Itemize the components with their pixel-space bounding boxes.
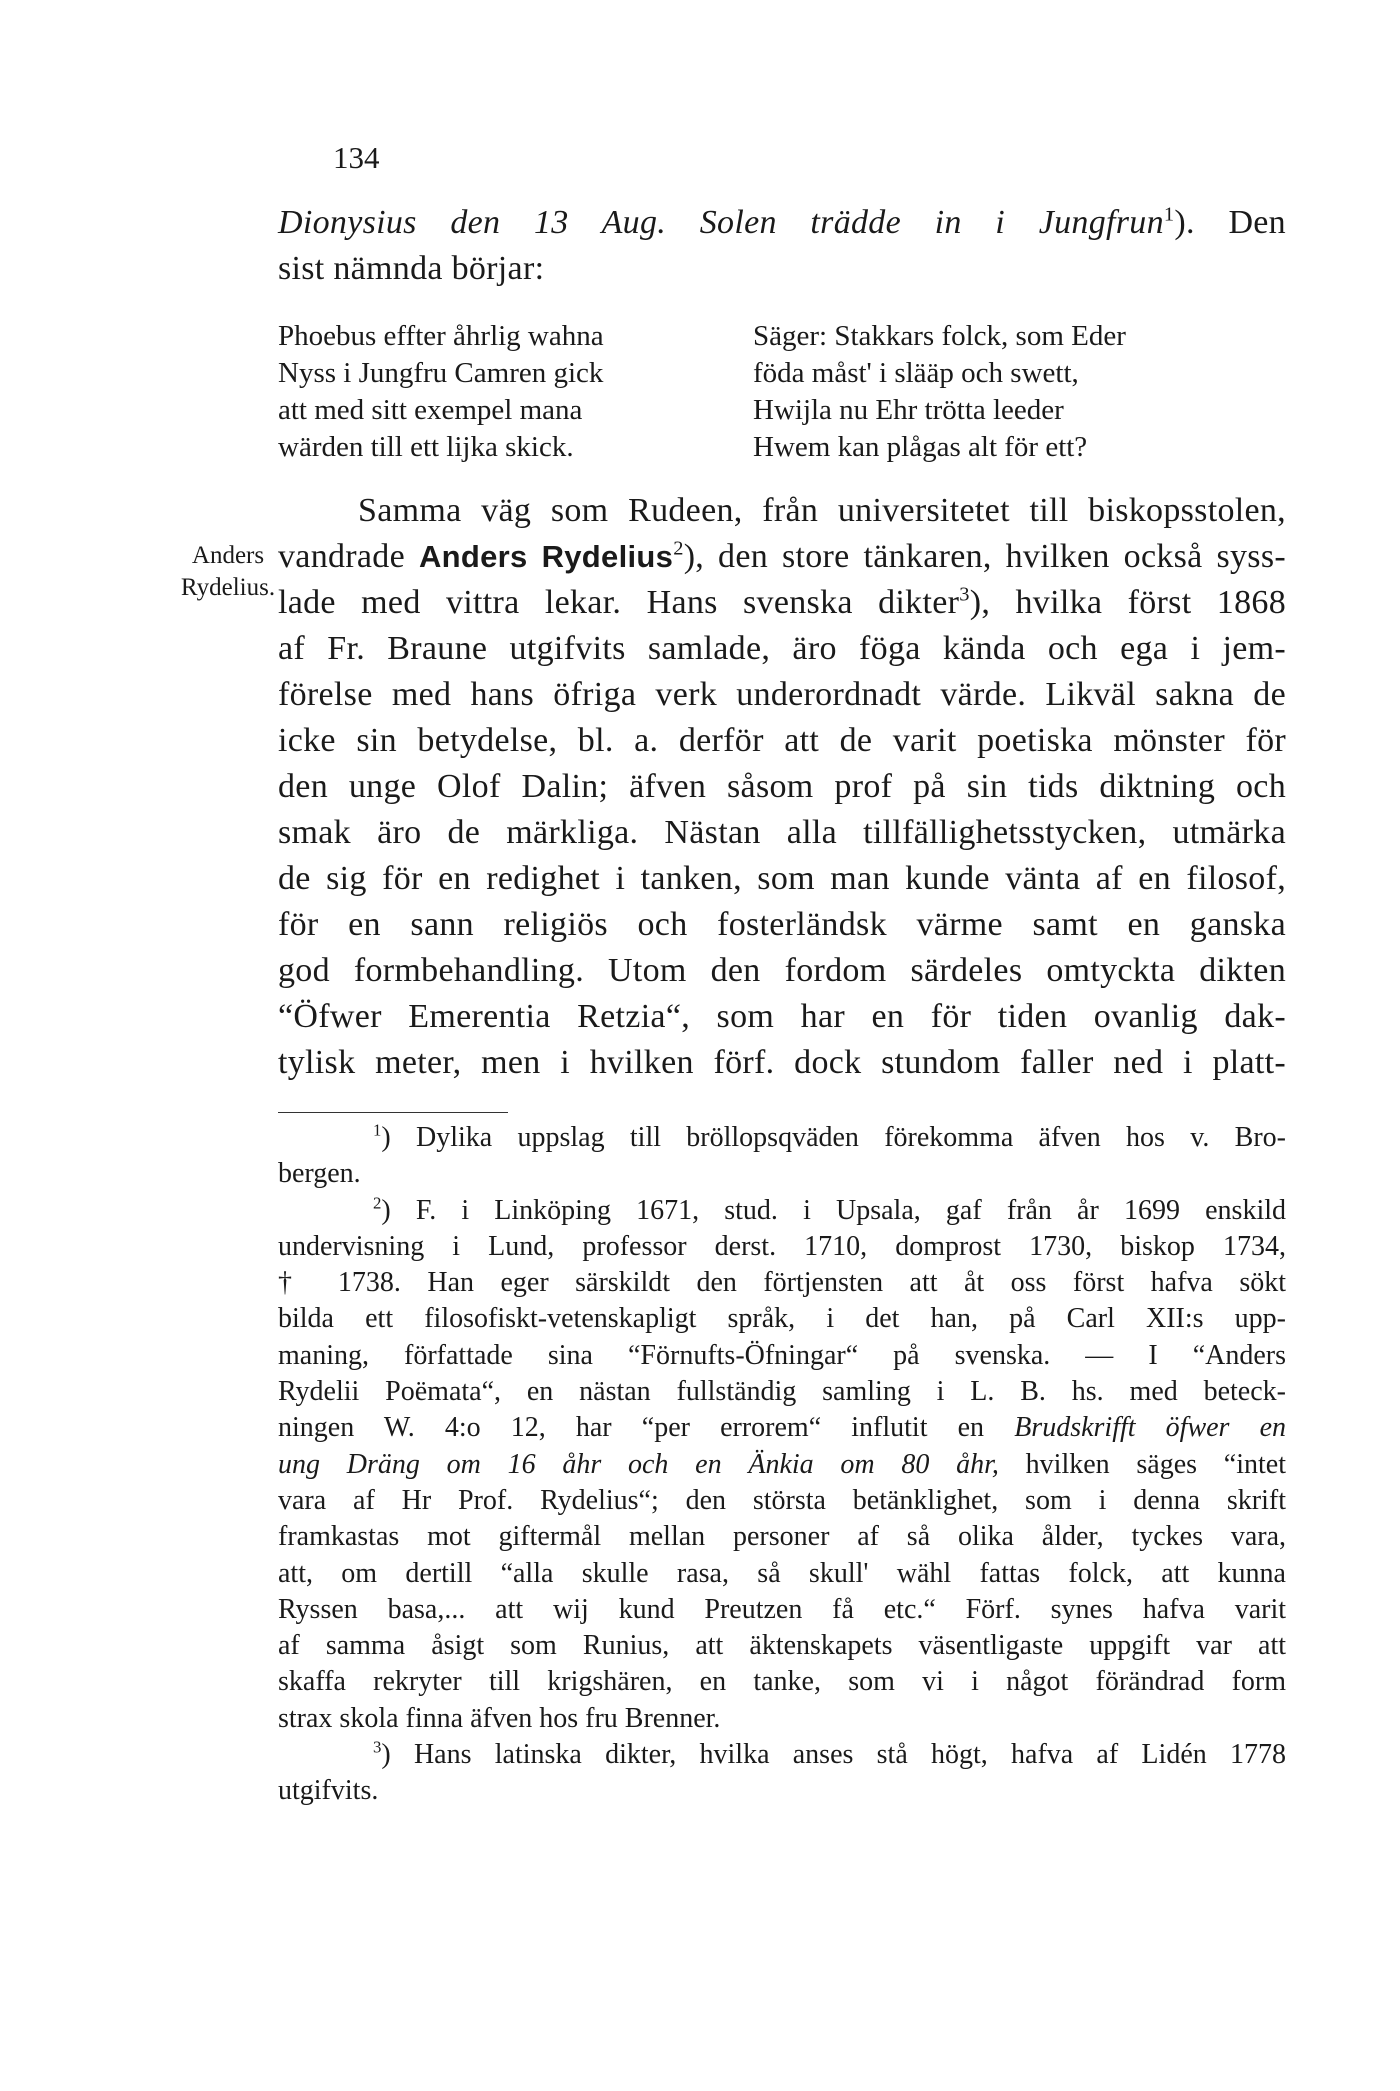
footnote-text: ) Dylika uppslag till bröllopsqväden förekomma äfven hos v. Bro- [381,1122,1286,1153]
poem-line: Nyss i Jungfru Camren gick [278,357,604,389]
paragraph-line: tylisk meter, men i hvilken förf. dock stundom faller ned i platt- [278,1044,1286,1081]
footnote-2 [278,1193,1286,1229]
footnote-line: vara af Hr Prof. Rydelius“; den största betänklighet, som i denna skrift [278,1484,1286,1516]
footnote-title-italic: ung Dräng om 16 åhr och en Änkia om 80 åhr, [278,1448,999,1480]
paragraph-line: af Fr. Braune utgifvits samlade, äro föga kända och ega i jem- [278,630,1286,667]
intro-line-end: ). Den [1174,204,1286,241]
footnote-marker: 3 [373,1737,382,1757]
intro-line [278,200,1286,246]
paragraph-line [278,534,1286,580]
footnote-line [278,1410,1286,1446]
footnote-ref: 1 [1163,203,1175,226]
poem-column-right [753,318,1126,466]
intro-text [278,200,1286,292]
poem-line: att med sitt exempel mana [278,394,583,426]
footnote-line: strax skola finna äfven hos fru Brenner. [278,1702,721,1734]
footnote-ref: 2 [673,537,684,560]
paragraph-line: för en sann religiös och fosterländsk värme samt en ganska [278,906,1286,943]
footnote-text: ) Hans latinska dikter, hvilka anses stå högt, hafva af Lidén 1778 [381,1739,1286,1771]
footnote-divider [278,1112,508,1113]
paragraph-line: god formbehandling. Utom den fordom särdeles omtyckta dikten [278,952,1286,989]
footnote-line: bergen. [278,1158,361,1190]
footnote-line: att, om dertill “alla skulle rasa, så skull' wähl fattas folck, att kunna [278,1557,1286,1589]
margin-note-line: Anders [191,542,265,569]
intro-date: Dionysius den 13 Aug. [278,204,667,241]
poem-column-left [278,318,604,466]
paragraph-text: ), hvilka först 1868 [969,584,1286,621]
margin-note-line: Rydelius. [180,574,276,601]
footnote-line [278,1447,1286,1483]
paragraph-line: Samma väg som Rudeen, från universitetet till biskopsstolen, [358,492,1286,529]
body-paragraph [278,488,1286,1086]
footnote-ref: 3 [959,583,970,606]
page-number: 134 [333,140,380,175]
footnote-line: bilda ett filosofiskt-vetenskapligt språk, i det han, på Carl XII:s upp- [278,1303,1286,1335]
paragraph-line: den unge Olof Dalin; äfven såsom prof på sin tids diktning och [278,768,1286,805]
margin-note [178,540,278,604]
paragraph-text: ), den store tänkaren, hvilken också syss- [683,538,1286,575]
paragraph-line [278,580,1286,626]
footnote-line: af samma åsigt som Runius, att äktenskapets väsentligaste uppgift var att [278,1630,1286,1662]
footnote-text: ) F. i Linköping 1671, stud. i Upsala, gaf från år 1699 enskild [381,1194,1286,1226]
poem-line: Phoebus effter åhrlig wahna [278,320,604,352]
footnote-3 [278,1737,1286,1773]
name-highlight: Anders Rydelius [418,539,674,574]
poem-line: Hwijla nu Ehr trötta leeder [753,394,1064,426]
footnote-line: undervisning i Lund, professor derst. 1710, domprost 1730, biskop 1734, [278,1230,1286,1262]
paragraph-line: de sig för en redighet i tanken, som man kunde vänta af en filosof, [278,860,1286,897]
footnote-line: skaffa rekryter till krigshären, en tanke, som vi i något förändrad form [278,1666,1286,1698]
paragraph-line: icke sin betydelse, bl. a. derför att de varit poetiska mönster för [278,722,1286,759]
paragraph-line: smak äro de märkliga. Nästan alla tillfällighetsstycken, utmärka [278,814,1286,851]
poem-line: Säger: Stakkars folck, som Eder [753,320,1126,352]
paragraph-text: vandrade [278,538,405,575]
footnote-line: maning, författade sina “Förnufts-Öfningar“ på svenska. — I “Anders [278,1339,1286,1371]
footnote-line: Ryssen basa,... att wij kund Preutzen få etc.“ Förf. synes hafva varit [278,1593,1286,1625]
footnote-line: framkastas mot giftermål mellan personer af så olika ålder, tyckes vara, [278,1521,1286,1553]
poem-line: Hwem kan plågas alt för ett? [753,431,1088,463]
poem-line: föda måst' i slääp och swett, [753,357,1079,389]
poem-line: wärden till ett lijka skick. [278,431,574,463]
footnote-line: † 1738. Han eger särskildt den förtjensten att åt oss först hafva sökt [278,1267,1286,1299]
paragraph-line: “Öfwer Emerentia Retzia“, som har en för tiden ovanlig dak- [278,998,1286,1035]
intro-line: sist nämnda börjar: [278,250,545,287]
footnote-text: ningen W. 4:o 12, har “per errorem“ influtit en [278,1412,985,1444]
footnote-marker: 2 [373,1193,382,1213]
paragraph-text: lade med vittra lekar. Hans svenska dikter [278,584,960,621]
intro-sun-phrase: Solen trädde in i Jungfrun [699,204,1164,241]
footnotes [278,1120,1286,1810]
footnote-1 [278,1120,1286,1156]
paragraph-line: förelse med hans öfriga verk underordnadt värde. Likväl sakna de [278,676,1286,713]
footnote-text: hvilken säges “intet [1025,1448,1286,1480]
footnote-title-italic: Brudskrifft öfwer en [1014,1412,1287,1444]
footnote-line: Rydelii Poëmata“, en nästan fullständig samling i L. B. hs. med beteck- [278,1376,1286,1408]
footnote-line: utgifvits. [278,1775,379,1807]
footnote-marker: 1 [373,1120,382,1140]
